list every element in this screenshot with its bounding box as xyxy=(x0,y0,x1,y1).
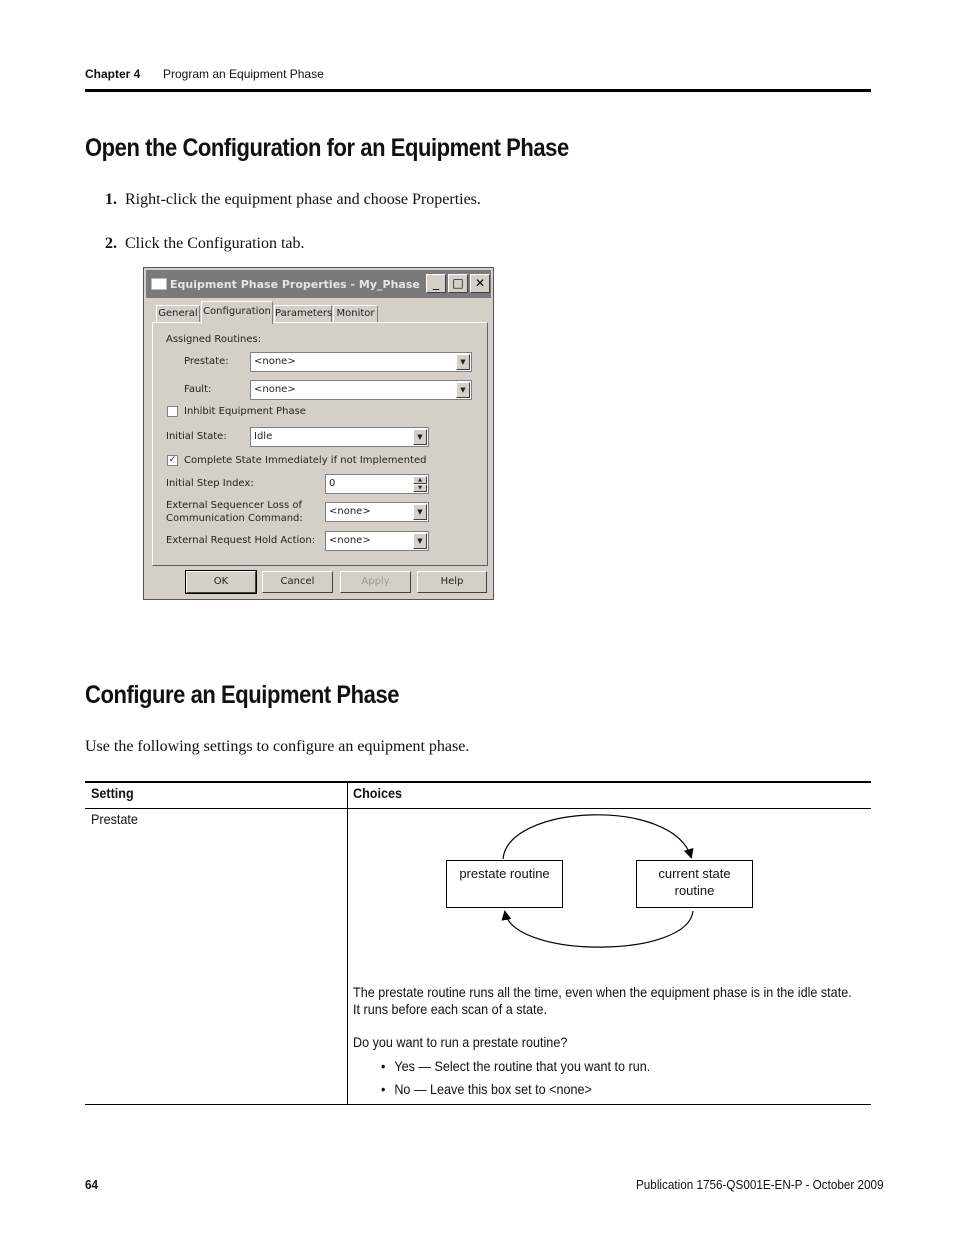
bullet-icon: • xyxy=(381,1081,386,1097)
table-bottom-rule xyxy=(85,1104,871,1105)
help-button[interactable]: Help xyxy=(417,571,487,593)
column-header-choices: Choices xyxy=(353,785,403,801)
spin-buttons[interactable] xyxy=(413,476,427,492)
dropdown-arrow-icon[interactable]: ▼ xyxy=(456,382,470,398)
ok-button[interactable]: OK xyxy=(186,571,256,593)
section-heading-configure: Configure an Equipment Phase xyxy=(85,681,400,709)
cancel-button[interactable]: Cancel xyxy=(262,571,333,593)
fault-select[interactable] xyxy=(250,380,472,400)
ext-hold-label: External Request Hold Action: xyxy=(166,535,316,546)
tab-monitor[interactable]: Monitor xyxy=(333,305,378,323)
arrow-to-prestate xyxy=(505,911,693,947)
fault-label: Fault: xyxy=(184,384,212,395)
question-text: Do you want to run a prestate routine? xyxy=(353,1034,568,1050)
ext-seq-label-line1: External Sequencer Loss of xyxy=(166,500,303,511)
chapter-title: Program an Equipment Phase xyxy=(163,67,324,81)
ext-seq-value: <none> xyxy=(329,506,371,517)
assigned-routines-label: Assigned Routines: xyxy=(166,334,262,345)
initial-state-value: Idle xyxy=(254,431,273,442)
step-number: 2. xyxy=(105,235,117,252)
tab-general[interactable]: General xyxy=(156,305,200,323)
dialog-title: Equipment Phase Properties - My_Phase xyxy=(170,278,420,291)
ext-seq-select[interactable] xyxy=(325,502,429,522)
bullet-no xyxy=(381,1081,592,1097)
dropdown-arrow-icon[interactable]: ▼ xyxy=(413,533,427,549)
step-1 xyxy=(105,191,481,209)
ext-hold-value: <none> xyxy=(329,535,371,546)
initial-step-label: Initial Step Index: xyxy=(166,478,254,489)
prestate-routine-label: prestate routine xyxy=(459,866,550,881)
dropdown-arrow-icon[interactable]: ▼ xyxy=(413,429,427,445)
complete-state-checkbox[interactable]: ✓ xyxy=(168,455,177,465)
bullet-icon: • xyxy=(381,1058,386,1074)
header-rule xyxy=(85,89,871,92)
step-text: Right-click the equipment phase and choose Properties. xyxy=(125,191,481,208)
dropdown-arrow-icon[interactable]: ▼ xyxy=(413,504,427,520)
equipment-phase-properties-dialog xyxy=(143,267,494,600)
ext-seq-label-line2: Communication Command: xyxy=(166,513,303,524)
tab-configuration[interactable]: Configuration xyxy=(201,301,273,324)
prestate-value: <none> xyxy=(254,356,296,367)
current-state-label-line2: routine xyxy=(674,883,715,898)
tab-parameters[interactable]: Parameters xyxy=(274,305,332,323)
window-icon xyxy=(151,278,167,290)
prestate-cycle-diagram xyxy=(348,809,868,959)
initial-state-label: Initial State: xyxy=(166,431,227,442)
current-state-routine-box xyxy=(636,860,753,908)
spin-up-icon[interactable]: ▲ xyxy=(413,476,427,484)
initial-step-value: 0 xyxy=(329,478,336,489)
setting-cell: Prestate xyxy=(91,811,138,827)
prestate-select[interactable] xyxy=(250,352,472,372)
arrow-to-current-state xyxy=(503,815,691,859)
chapter-label: Chapter 4 xyxy=(85,67,141,81)
initial-step-spinner[interactable] xyxy=(325,474,429,494)
minimize-button[interactable]: _ xyxy=(426,274,446,293)
section-intro: Use the following settings to configure an equipment phase. xyxy=(85,738,470,755)
table-top-rule xyxy=(85,781,871,783)
spin-down-icon[interactable]: ▼ xyxy=(413,484,427,492)
maximize-button[interactable]: □ xyxy=(448,274,468,293)
inhibit-label: Inhibit Equipment Phase xyxy=(184,406,306,417)
step-2 xyxy=(105,235,305,253)
dialog-titlebar xyxy=(146,270,491,298)
close-button[interactable]: ✕ xyxy=(470,274,490,293)
step-number: 1. xyxy=(105,191,117,208)
section-heading-open-config: Open the Configuration for an Equipment Phase xyxy=(85,134,569,162)
inhibit-checkbox[interactable] xyxy=(167,406,178,417)
apply-button[interactable]: Apply xyxy=(340,571,411,593)
fault-value: <none> xyxy=(254,384,296,395)
column-header-setting: Setting xyxy=(91,785,134,801)
bullet-yes-text: Yes — Select the routine that you want to run. xyxy=(394,1058,651,1074)
bullet-yes xyxy=(381,1058,650,1074)
prestate-routine-box xyxy=(446,860,563,908)
step-text: Click the Configuration tab. xyxy=(125,235,305,252)
complete-state-label: Complete State Immediately if not Implemented xyxy=(184,455,427,466)
current-state-label-line1: current state xyxy=(658,866,731,881)
dropdown-arrow-icon[interactable]: ▼ xyxy=(456,354,470,370)
ext-hold-select[interactable] xyxy=(325,531,429,551)
page-number: 64 xyxy=(85,1177,99,1192)
publication-info: Publication 1756-QS001E-EN-P - October 2009 xyxy=(636,1177,884,1192)
bullet-no-text: No — Leave this box set to <none> xyxy=(394,1081,592,1097)
description-line2: It runs before each scan of a state. xyxy=(353,1001,548,1017)
prestate-label: Prestate: xyxy=(184,356,229,367)
initial-state-select[interactable] xyxy=(250,427,429,447)
description-line1: The prestate routine runs all the time, even when the equipment phase is in the idle state. xyxy=(353,984,852,1000)
